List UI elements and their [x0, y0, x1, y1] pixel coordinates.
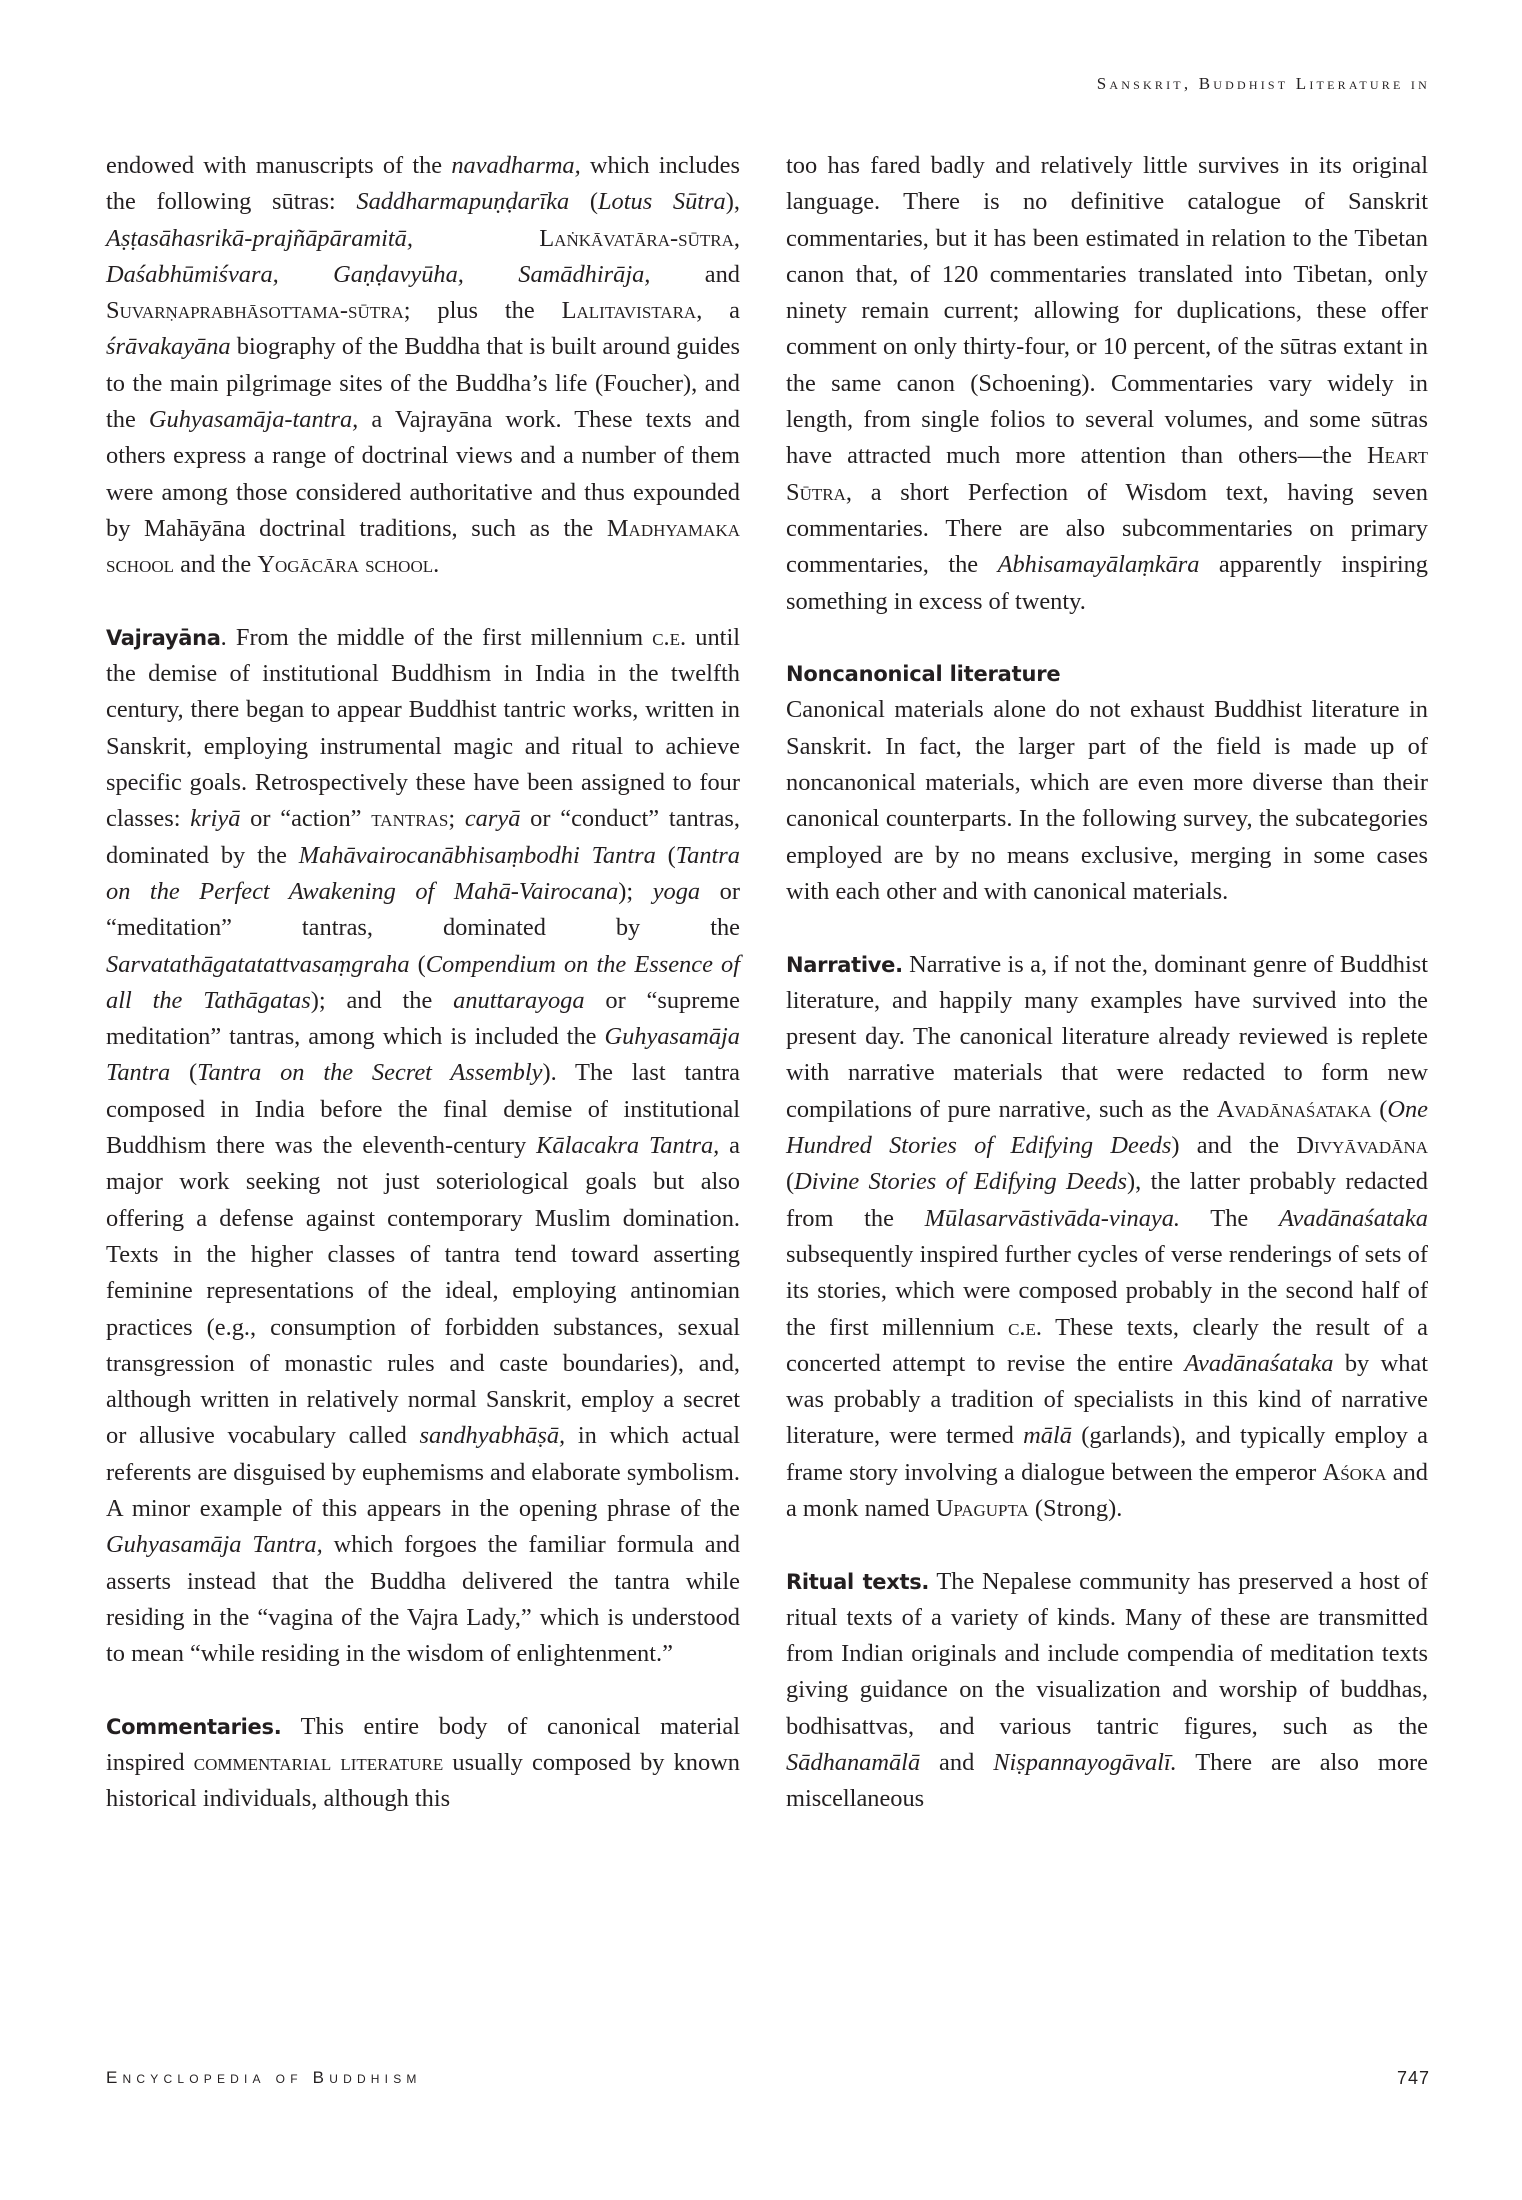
italic-term: Aṣṭasāhasrikā-prajñāpāramitā,	[106, 224, 413, 252]
text-run: biography of the Buddha that is built around guides to the main pilgrimage sites of the Buddha’s life (Foucher), and the	[106, 333, 740, 434]
text-run: .	[433, 551, 440, 579]
paragraph-commentaries	[106, 1709, 740, 1818]
text-run: Canonical materials alone do not exhaust Buddhist literature in Sanskrit. In fact, the larger part of the field is made up of noncanonical materials, which are even more diverse than their canonical counterparts. In the following survey, the subcategories employed are by no means exclusive, merging in some cases with each other and with canonical materials.	[786, 696, 1428, 905]
italic-term: sandhyabhāṣā,	[419, 1422, 566, 1450]
text-run: , a	[696, 297, 740, 325]
italic-term: Abhisamayālaṃkāra	[997, 551, 1200, 579]
text-run: ;	[448, 805, 465, 833]
cross-reference: c.e.	[1008, 1313, 1042, 1341]
text-run: ; plus the	[403, 297, 562, 325]
italic-term: Kālacakra Tantra,	[536, 1132, 720, 1160]
paragraph-noncanonical	[786, 692, 1428, 910]
text-run: apparently inspiring something in excess of twenty.	[786, 551, 1428, 615]
text-run: or “supreme meditation” tantras, among which is included the	[106, 986, 740, 1051]
italic-term: Guhyasamāja Tantra,	[106, 1531, 323, 1559]
running-head: Sanskrit, Buddhist Literature in	[1096, 74, 1430, 93]
italic-term: anuttarayoga	[453, 986, 585, 1014]
text-run: which forgoes the familiar formula and asserts instead that the Buddha delivered the tantra while residing in the “vagina of the Vajra Lady,” which is understood to mean “while residing in the wisdom of enlightenment.”	[106, 1531, 740, 1668]
text-run: ). The last tantra composed in India before the final demise of institutional Buddhism there was the eleventh-century	[106, 1059, 740, 1160]
text-run: (	[569, 188, 598, 216]
italic-term: Sādhanamālā	[786, 1749, 921, 1777]
text-run: (	[170, 1059, 198, 1087]
paragraph-vajrayana	[106, 620, 740, 1673]
text-run: ) and the	[1171, 1132, 1297, 1160]
cross-reference: Madhyamaka school	[106, 514, 740, 579]
paragraph-intro-continued	[106, 148, 740, 584]
cross-reference: c.e.	[652, 623, 687, 651]
italic-term: Sarvatathāgatatattvasaṃgraha	[106, 950, 410, 978]
text-run: and	[920, 1749, 994, 1777]
cross-reference: Suvarṇaprabhāsottama-sūtra	[106, 297, 404, 325]
text-run: until the demise of institutional Buddhism in India in the twelfth century, there began to appear Buddhist tantric works, written in Sanskrit, employing instrumental magic and ritual to achieve specific goals. Retrospectively these have been assigned to four classes:	[106, 623, 740, 833]
italic-term: caryā	[464, 805, 521, 833]
cross-reference: Lalitavistara	[561, 297, 697, 325]
italic-term: Niṣpannayogāvalī.	[993, 1749, 1177, 1777]
publication-title: Encyclopedia of Buddhism	[106, 2068, 422, 2087]
text-run: and	[650, 260, 740, 288]
text-run: which includes the following sūtras:	[106, 152, 740, 216]
text-run: There are also more miscellaneous	[786, 1749, 1429, 1813]
italic-term: One Hundred Stories of Edifying Deeds	[786, 1095, 1428, 1160]
text-run: endowed with manuscripts of the	[106, 152, 452, 179]
text-run: The	[1180, 1204, 1279, 1232]
italic-term: navadharma,	[451, 152, 581, 179]
cross-reference: Upagupta	[935, 1494, 1029, 1522]
left-column	[106, 148, 740, 1818]
run-in-heading: Vajrayāna	[106, 625, 221, 650]
text-run: a major work seeking not just soteriological goals but also offering a defense against contemporary Muslim domination. Texts in the higher classes of tantra tend toward asserting feminine representations of the ideal, employing antinomian practices (e.g., consumption of forbidden substances, sexual transgression of monastic rules and caste boundaries), and, although written in relatively normal Sanskrit, employ a secret or allusive vocabulary called	[106, 1132, 740, 1450]
paragraph-narrative	[786, 947, 1428, 1528]
italic-term: Compendium on the Essence of all the Tathāgatas	[106, 950, 740, 1014]
cross-reference: Avadānaśataka	[1216, 1095, 1372, 1123]
text-run: (	[786, 1168, 795, 1196]
italic-term: Tantra on the Perfect Awakening of Mahā-Vairocana	[106, 841, 740, 905]
text-run: Narrative is a, if not the, dominant genre of Buddhist literature, and happily many examples have survived into the present day. The canonical literature already reviewed is replete with narrative materials that were redacted to form new compilations of pure narrative, such as the	[786, 950, 1428, 1123]
italic-term: Guhyasamāja-tantra,	[148, 406, 359, 434]
italic-term: Mahāvairocanābhisaṃbodhi Tantra	[298, 841, 656, 869]
text-run: in which actual referents are disguised by euphemisms and elaborate symbolism. A minor example of this appears in the opening phrase of the	[106, 1422, 740, 1522]
text-run: a Vajrayāna work. These texts and others express a range of doctrinal views and a number of them were among those considered authoritative and thus expounded by Mahāyāna doctrinal traditions, such as the	[106, 406, 740, 542]
text-run: (	[1371, 1095, 1388, 1123]
right-column	[786, 148, 1428, 1818]
text-run: , a short Perfection of Wisdom text, having seven commentaries. There are also subcommentaries on primary commentaries, the	[786, 478, 1428, 579]
cross-reference: tantras	[371, 805, 449, 833]
italic-term: Avadānaśataka	[1184, 1349, 1334, 1377]
text-run: too has fared badly and relatively little survives in its original language. There is no definitive catalogue of Sanskrit commentaries, but it has been estimated in relation to the Tibetan canon that, of 120 commentaries translated into Tibetan, only ninety remain current; allowing for duplications, these offer comment on only thirty-four, or 10 percent, of the sūtras extant in the same canon (Schoening). Commentaries vary widely in length, from single folios to several volumes, and some sūtras have attracted much more attention than others—the	[786, 152, 1428, 470]
text-run: This entire body of canonical material inspired	[106, 1712, 740, 1777]
page-number: 747	[1396, 2068, 1430, 2088]
cross-reference: Divyāvadāna	[1296, 1132, 1428, 1160]
run-in-heading: Narrative.	[786, 952, 903, 977]
text-run: (	[655, 841, 676, 869]
italic-term: kriyā	[190, 805, 241, 833]
text-run: (	[409, 950, 426, 978]
paragraph-ritual-texts	[786, 1564, 1428, 1818]
cross-reference: Laṅkāvatāra-sūtra	[412, 224, 734, 252]
text-run: );	[618, 877, 653, 905]
text-run: (Strong).	[1028, 1494, 1123, 1522]
text-run: (garlands), and typically employ a frame story involving a dialogue between the emperor	[786, 1422, 1428, 1486]
italic-term: Mūlasarvāstivāda-vinaya.	[924, 1204, 1181, 1232]
text-run: or “action”	[240, 805, 372, 833]
italic-term: Saddharmapuṇḍarīka	[356, 188, 570, 216]
text-run: and the	[174, 551, 258, 579]
paragraph-commentaries-continued	[786, 148, 1428, 620]
text-run: and a monk named	[786, 1458, 1428, 1522]
italic-term: Avadānaśataka	[1278, 1204, 1428, 1232]
cross-reference: commentarial literature	[193, 1749, 444, 1777]
section-heading-noncanonical: Noncanonical literature	[786, 662, 1061, 687]
italic-term: Guhyasamāja Tantra	[106, 1023, 740, 1087]
text-run: ); and the	[310, 986, 454, 1014]
cross-reference: Aśoka	[1322, 1458, 1387, 1486]
text-run: or “conduct” tantras, dominated by the	[106, 805, 740, 869]
cross-reference: Heart Sūtra	[786, 442, 1428, 506]
italic-term: Lotus Sūtra	[597, 188, 726, 216]
text-run: These texts, clearly the result of a concerted attempt to revise the entire	[786, 1313, 1428, 1377]
cross-reference: Yogācāra school	[257, 551, 434, 579]
run-in-heading: Commentaries.	[106, 1714, 282, 1739]
italic-term: Divine Stories of Edifying Deeds	[794, 1168, 1128, 1196]
italic-term: mālā	[1023, 1422, 1072, 1450]
italic-term: yoga	[652, 877, 701, 905]
text-run: or “meditation” tantras, dominated by the	[106, 877, 741, 942]
text-run: subsequently inspired further cycles of verse renderings of sets of its stories, which were composed probably in the second half of the first millennium	[786, 1240, 1428, 1341]
text-run: usually composed by known historical individuals, although this	[106, 1749, 740, 1813]
italic-term: Daśabhūmiśvara, Gaṇḍavyūha, Samādhirāja,	[106, 260, 651, 288]
text-run: The Nepalese community has preserved a host of ritual texts of a variety of kinds. Many of these are transmitted from Indian originals and include compendia of meditation texts giving guidance on the visualization and worship of buddhas, bodhisattvas, and various tantric figures, such as the	[786, 1567, 1428, 1740]
text-run: ), the latter probably redacted from the	[786, 1168, 1428, 1232]
italic-term: śrāvakayāna	[106, 333, 231, 361]
text-run: . From the middle of the first millennium	[220, 623, 653, 651]
text-run: by what was probably a tradition of specialists in this kind of narrative literature, were termed	[786, 1349, 1428, 1450]
italic-term: Tantra on the Secret Assembly	[197, 1059, 543, 1087]
page-footer	[106, 2068, 1430, 2098]
text-run: ),	[725, 188, 740, 216]
run-in-heading: Ritual texts.	[786, 1569, 930, 1594]
text-run: ,	[733, 224, 740, 252]
